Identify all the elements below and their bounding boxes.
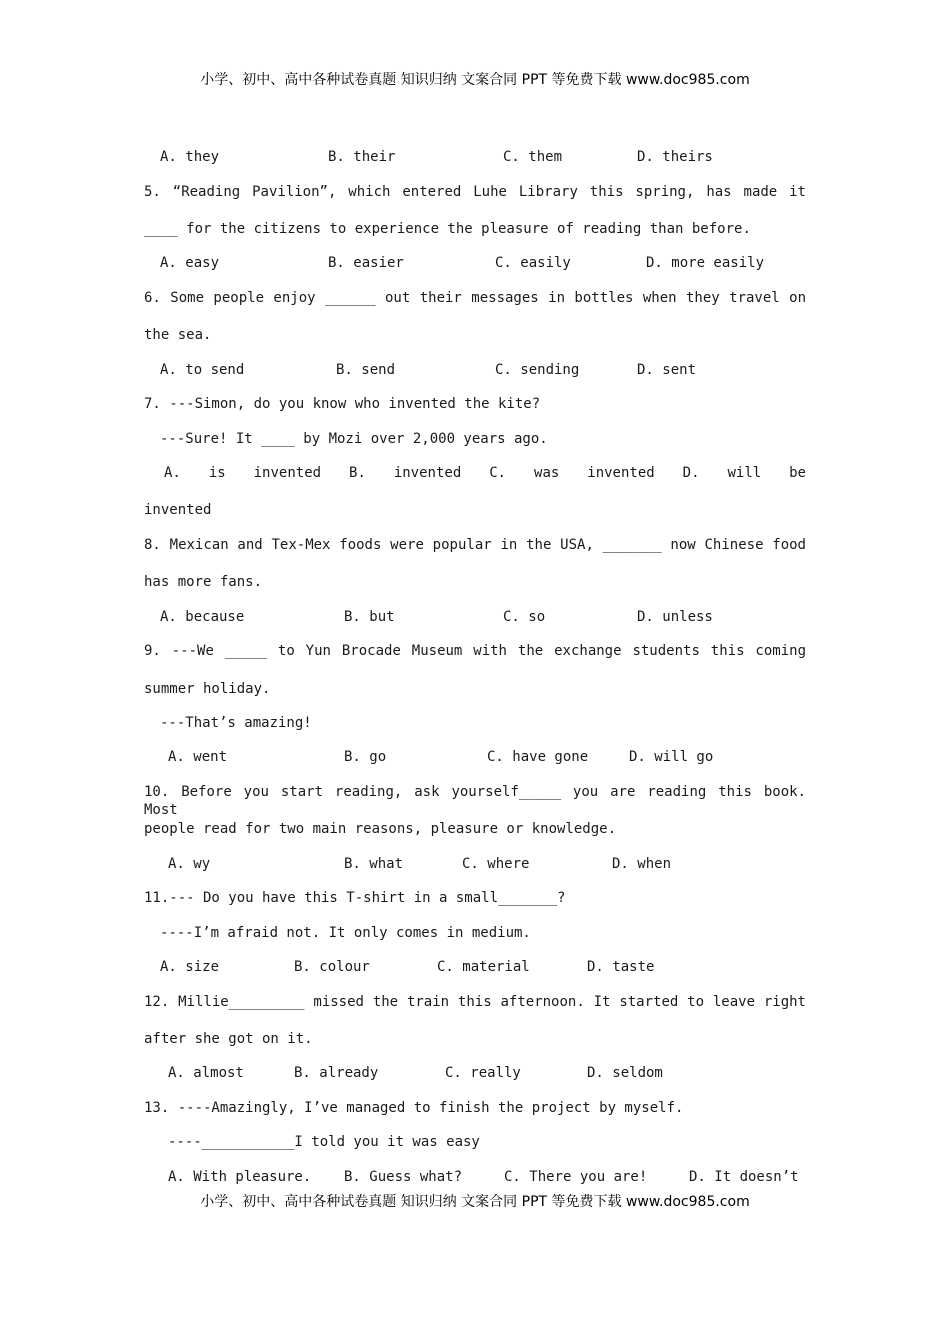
- q7-options: A. is invented B. invented C. was invented D. will be: [164, 465, 806, 481]
- q13-option-d: D. It doesn’t: [689, 1169, 799, 1185]
- q4-option-a: A. they: [160, 149, 220, 165]
- q11-stem-line1: 11.--- Do you have this T-shirt in a small_______?: [144, 890, 566, 906]
- q9-response: ---That’s amazing!: [160, 715, 312, 731]
- q12-stem-line1: 12. Millie_________ missed the train this afternoon. It started to leave right: [144, 994, 806, 1010]
- q13-option-a: A. With pleasure.: [168, 1169, 312, 1185]
- q6-stem-line1: 6. Some people enjoy ______ out their messages in bottles when they travel on: [144, 290, 806, 306]
- q12-option-a: A. almost: [168, 1065, 244, 1081]
- q9-stem-line1: 9. ---We _____ to Yun Brocade Museum with the exchange students this coming: [144, 643, 806, 659]
- q10-option-b: B. what: [344, 856, 404, 872]
- q6-option-b: B. send: [336, 362, 396, 378]
- q5-option-c: C. easily: [495, 255, 571, 271]
- q6-option-d: D. sent: [637, 362, 697, 378]
- q7-stem-line2: ---Sure! It ____ by Mozi over 2,000 years ago.: [160, 431, 548, 447]
- q7-stem-line1: 7. ---Simon, do you know who invented the kite?: [144, 396, 541, 412]
- q11-option-c: C. material: [437, 959, 530, 975]
- q8-option-c: C. so: [503, 609, 546, 625]
- q10-stem-line1: 10. Before you start reading, ask yourself_____ you are reading this book. Most: [144, 784, 806, 818]
- q13-option-c: C. There you are!: [504, 1169, 648, 1185]
- q9-option-c: C. have gone: [487, 749, 589, 765]
- q10-option-d: D. when: [612, 856, 672, 872]
- q11-option-b: B. colour: [294, 959, 370, 975]
- q8-stem-line2: has more fans.: [144, 574, 263, 590]
- q11-response: ----I’m afraid not. It only comes in medium.: [160, 925, 531, 941]
- q5-option-a: A. easy: [160, 255, 220, 271]
- q9-option-a: A. went: [168, 749, 228, 765]
- page-footer: 小学、初中、高中各种试卷真题 知识归纳 文案合同 PPT 等免费下载 www.doc985.com: [200, 1194, 750, 1210]
- q13-option-b: B. Guess what?: [344, 1169, 463, 1185]
- q12-option-b: B. already: [294, 1065, 379, 1081]
- q10-option-a: A. wy: [168, 856, 211, 872]
- page-header: 小学、初中、高中各种试卷真题 知识归纳 文案合同 PPT 等免费下载 www.doc985.com: [200, 72, 750, 88]
- q8-option-a: A. because: [160, 609, 245, 625]
- q4-option-b: B. their: [328, 149, 396, 165]
- q9-option-d: D. will go: [629, 749, 714, 765]
- q5-option-b: B. easier: [328, 255, 404, 271]
- q8-option-b: B. but: [344, 609, 395, 625]
- q6-stem-line2: the sea.: [144, 327, 212, 343]
- q8-option-d: D. unless: [637, 609, 713, 625]
- q4-option-c: C. them: [503, 149, 563, 165]
- q12-stem-line2: after she got on it.: [144, 1031, 313, 1047]
- q6-option-a: A. to send: [160, 362, 245, 378]
- q9-option-b: B. go: [344, 749, 387, 765]
- q12-option-d: D. seldom: [587, 1065, 663, 1081]
- q11-option-a: A. size: [160, 959, 220, 975]
- q5-stem-line2: ____ for the citizens to experience the pleasure of reading than before.: [144, 221, 751, 237]
- q7-options-continued: invented: [144, 502, 212, 518]
- q6-option-c: C. sending: [495, 362, 580, 378]
- q13-response: ----___________I told you it was easy: [168, 1134, 480, 1150]
- q8-stem-line1: 8. Mexican and Tex-Mex foods were popular in the USA, _______ now Chinese food: [144, 537, 806, 553]
- q9-stem-line2: summer holiday.: [144, 681, 271, 697]
- q13-stem-line1: 13. ----Amazingly, I’ve managed to finish the project by myself.: [144, 1100, 684, 1116]
- q12-option-c: C. really: [445, 1065, 521, 1081]
- q10-stem-line2: people read for two main reasons, pleasure or knowledge.: [144, 821, 617, 837]
- q5-option-d: D. more easily: [646, 255, 765, 271]
- q11-option-d: D. taste: [587, 959, 655, 975]
- q5-stem-line1: 5. “Reading Pavilion”, which entered Luhe Library this spring, has made it: [144, 184, 806, 200]
- q4-option-d: D. theirs: [637, 149, 713, 165]
- q10-option-c: C. where: [462, 856, 530, 872]
